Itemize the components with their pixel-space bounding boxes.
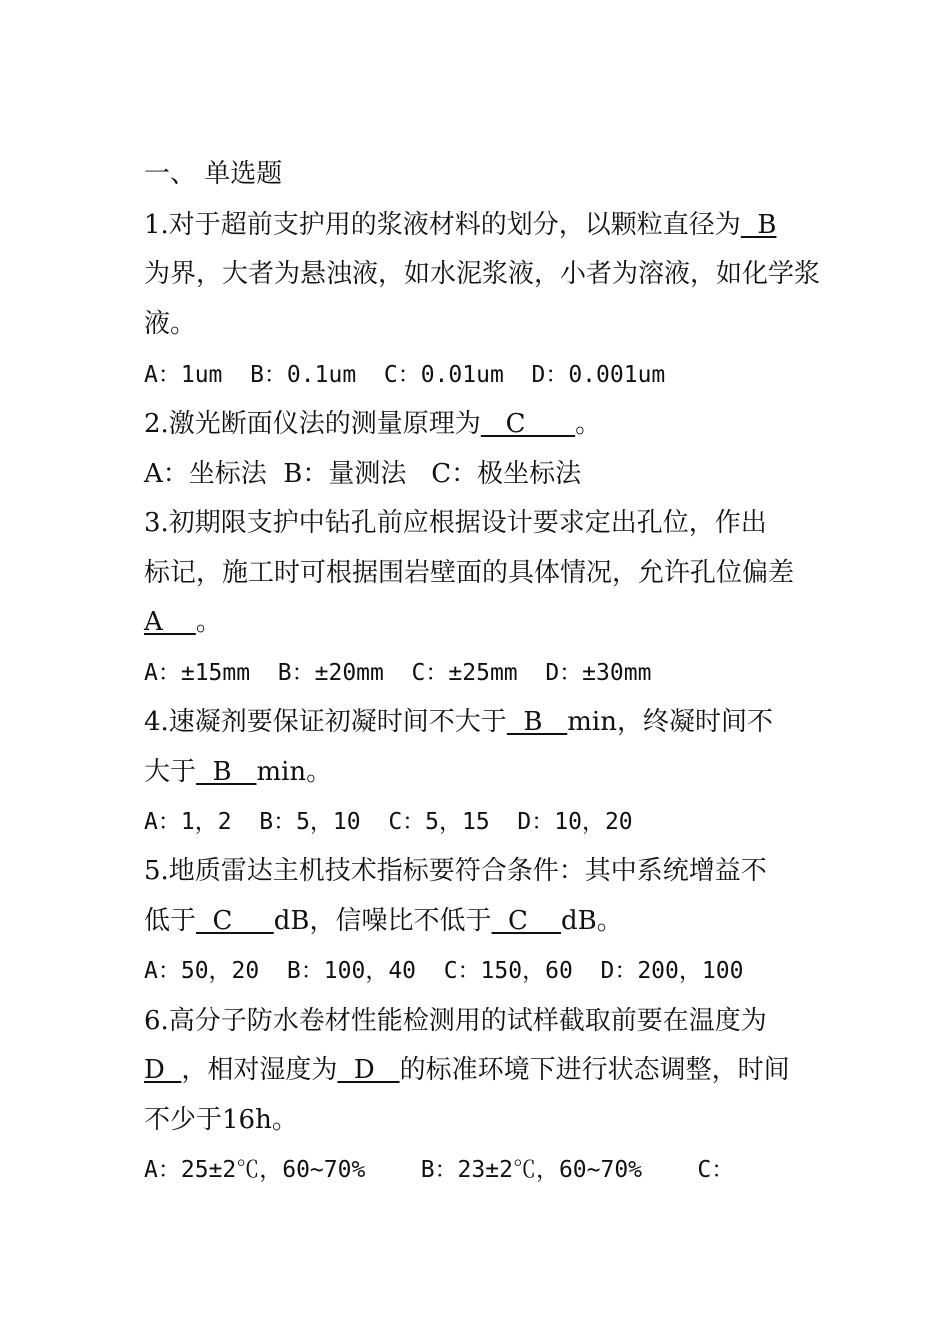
question-text: 。 [195,607,222,637]
question-5-options: A：50，20 B：100，40 C：150，60 D：200，100 [144,958,744,984]
answer-blank: C [196,906,274,936]
question-2-line-1 [144,408,601,440]
question-1-line-3: 液。 [144,309,197,339]
answer-blank: C [480,409,576,439]
question-text: min，终凝时间不 [567,707,773,737]
question-3-options: A：±15mm B：±20mm C：±25mm D：±30mm [144,660,652,686]
question-text: min。 [256,757,333,787]
question-text: ，相对湿度为 [181,1055,338,1085]
question-3-line-1: 3.初期限支护中钻孔前应根据设计要求定出孔位，作出 [144,508,767,538]
question-3-line-2: 标记，施工时可根据围岩壁面的具体情况，允许孔位偏差 [144,558,795,588]
question-text: dB。 [561,906,623,936]
question-3-line-3 [144,606,222,638]
answer-blank: D [144,1055,182,1085]
question-1-options: A：1um B：0.1um C：0.01um D：0.001um [144,362,666,388]
question-4-line-1 [144,706,773,738]
question-text: 4.速凝剂要保证初凝时间不大于 [144,707,507,737]
question-text: 。 [575,409,602,439]
question-text: 大于 [144,757,197,787]
question-1-line-2: 为界，大者为悬浊液，如水泥浆液，小者为溶液，如化学浆 [144,259,821,289]
question-5-line-2 [144,905,623,937]
question-6-line-2 [144,1054,790,1086]
answer-blank: B [740,210,777,240]
question-6-options: A：25±2℃，60~70% B：23±2℃，60~70% C： [144,1157,735,1183]
answer-blank: C [491,906,562,936]
question-1-line-1 [144,209,776,241]
question-text: 低于 [144,906,197,936]
answer-blank: B [196,757,257,787]
question-text: 2.激光断面仪法的测量原理为 [144,409,481,439]
question-4-line-2 [144,756,332,788]
section-heading: 一、 单选题 [144,159,283,189]
question-text: 的标准环境下进行状态调整，时间 [399,1055,790,1085]
question-5-line-1: 5.地质雷达主机技术指标要符合条件：其中系统增益不 [144,856,767,886]
question-4-options: A：1，2 B：5，10 C：5，15 D：10，20 [144,809,633,835]
question-6-line-3: 不少于16h。 [144,1105,298,1135]
answer-blank: A [144,607,196,637]
question-6-line-1: 6.高分子防水卷材性能检测用的试样截取前要在温度为 [144,1006,767,1036]
question-text: 1.对于超前支护用的浆液材料的划分，以颗粒直径为 [144,210,741,240]
question-text: dB，信噪比不低于 [273,906,492,936]
answer-blank: D [337,1055,400,1085]
question-2-options: A：坐标法 B：量测法 C：极坐标法 [144,459,582,489]
answer-blank: B [506,707,568,737]
